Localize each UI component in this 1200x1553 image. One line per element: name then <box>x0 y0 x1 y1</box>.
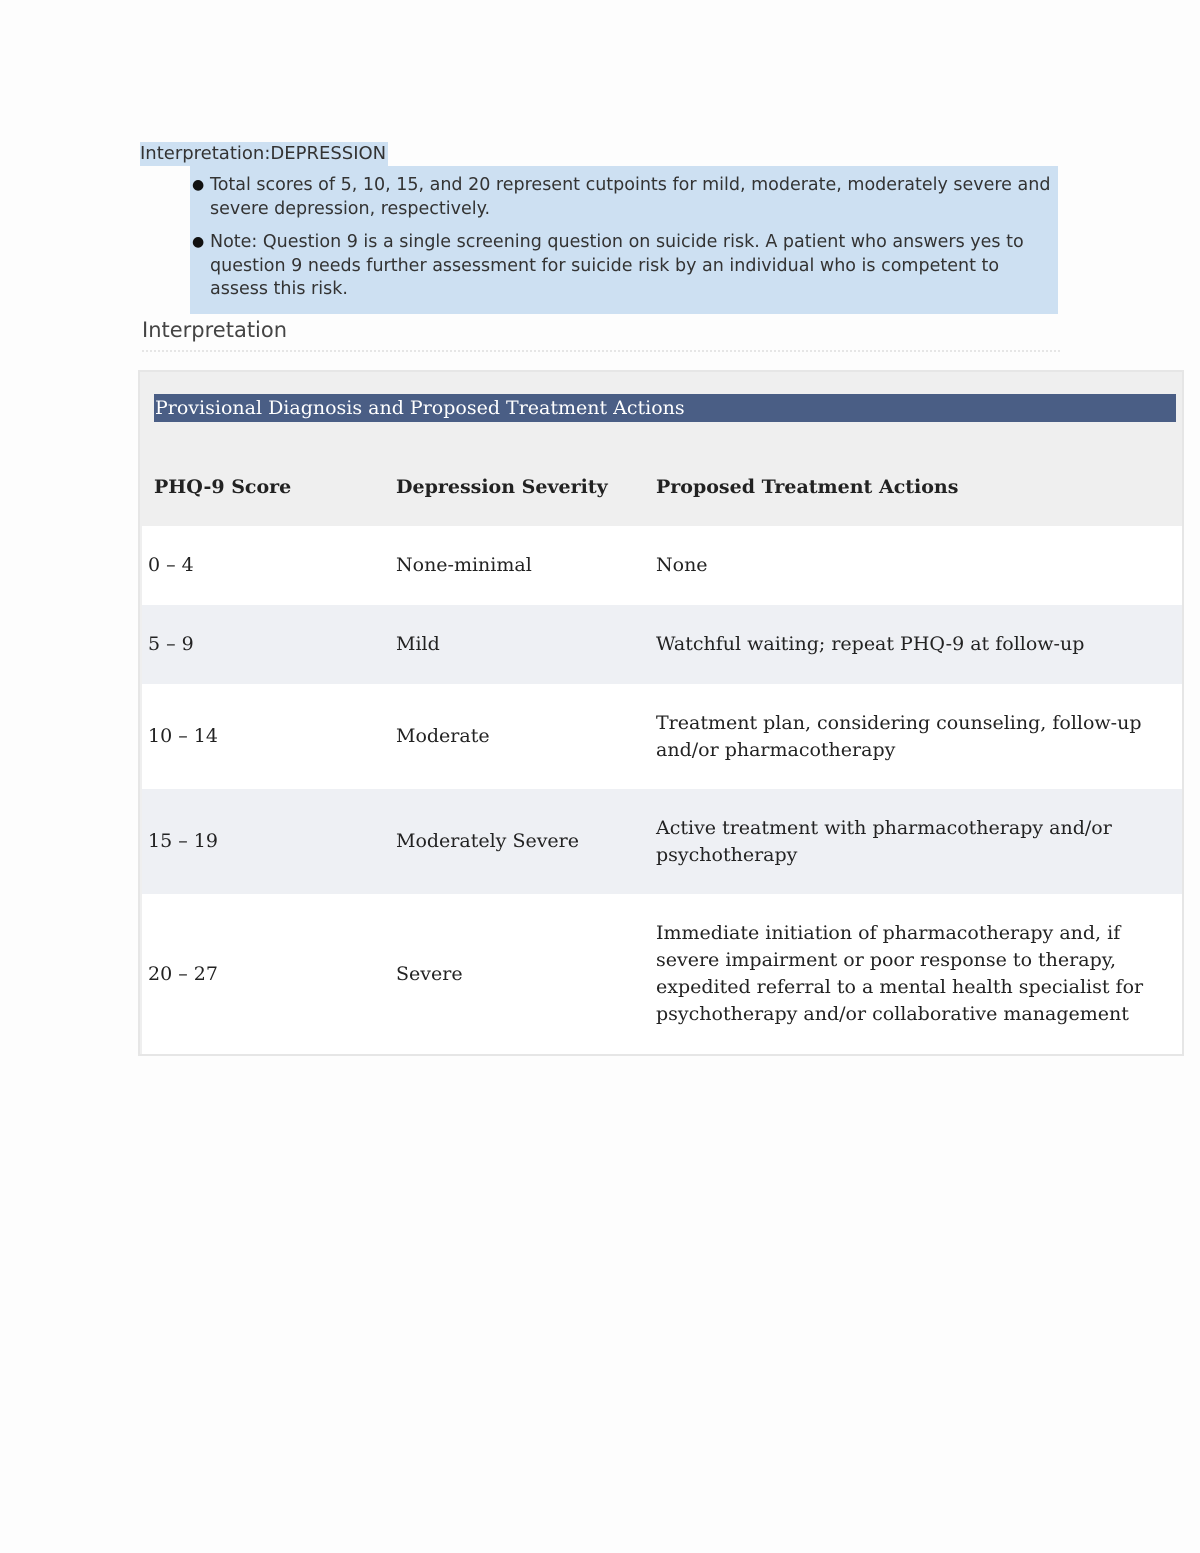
interpretation-note-list <box>190 174 1058 312</box>
cell-severity: Moderately Severe <box>396 789 656 894</box>
list-item <box>190 231 1058 312</box>
bullet-icon: ● <box>192 177 205 193</box>
section-heading: Interpretation <box>142 318 1060 352</box>
diagnosis-table <box>142 448 1182 1054</box>
cell-severity: Mild <box>396 605 656 684</box>
table-header-row <box>142 448 1182 526</box>
list-item-text: Note: Question 9 is a single screening question on suicide risk. A patient who answers yes to question 9 needs further assessment for suicide risk by an individual who is competent to assess this risk. <box>210 232 1024 299</box>
table-row <box>142 526 1182 605</box>
list-item-text: Total scores of 5, 10, 15, and 20 represent cutpoints for mild, moderate, moderately severe and severe depression, respectively. <box>210 175 1051 219</box>
interpretation-note-list-wrap <box>190 166 1058 314</box>
bullet-icon: ● <box>192 234 205 250</box>
table-row <box>142 684 1182 789</box>
table-row <box>142 894 1182 1054</box>
cell-action: Active treatment with pharmacotherapy and/or psychotherapy <box>656 789 1182 894</box>
cell-severity: Severe <box>396 894 656 1054</box>
cell-action: Treatment plan, considering counseling, follow-up and/or pharmacotherapy <box>656 684 1182 789</box>
table-title: Provisional Diagnosis and Proposed Treatment Actions <box>154 394 1176 422</box>
cell-action: Watchful waiting; repeat PHQ-9 at follow-up <box>656 605 1182 684</box>
column-header-actions: Proposed Treatment Actions <box>656 448 1182 526</box>
cell-score: 10 – 14 <box>142 684 396 789</box>
cell-severity: None-minimal <box>396 526 656 605</box>
table-row <box>142 789 1182 894</box>
list-item <box>190 174 1058 231</box>
cell-score: 20 – 27 <box>142 894 396 1054</box>
diagnosis-table-card <box>138 370 1184 1056</box>
cell-score: 15 – 19 <box>142 789 396 894</box>
cell-score: 5 – 9 <box>142 605 396 684</box>
column-header-score: PHQ-9 Score <box>142 448 396 526</box>
cell-action: Immediate initiation of pharmacotherapy and, if severe impairment or poor response to therapy, expedited referral to a mental health specialist for psychotherapy and/or collaborative management <box>656 894 1182 1054</box>
column-header-severity: Depression Severity <box>396 448 656 526</box>
interpretation-note <box>140 142 1060 314</box>
cell-severity: Moderate <box>396 684 656 789</box>
interpretation-note-title: Interpretation:DEPRESSION <box>140 143 387 164</box>
cell-action: None <box>656 526 1182 605</box>
table-row <box>142 605 1182 684</box>
cell-score: 0 – 4 <box>142 526 396 605</box>
